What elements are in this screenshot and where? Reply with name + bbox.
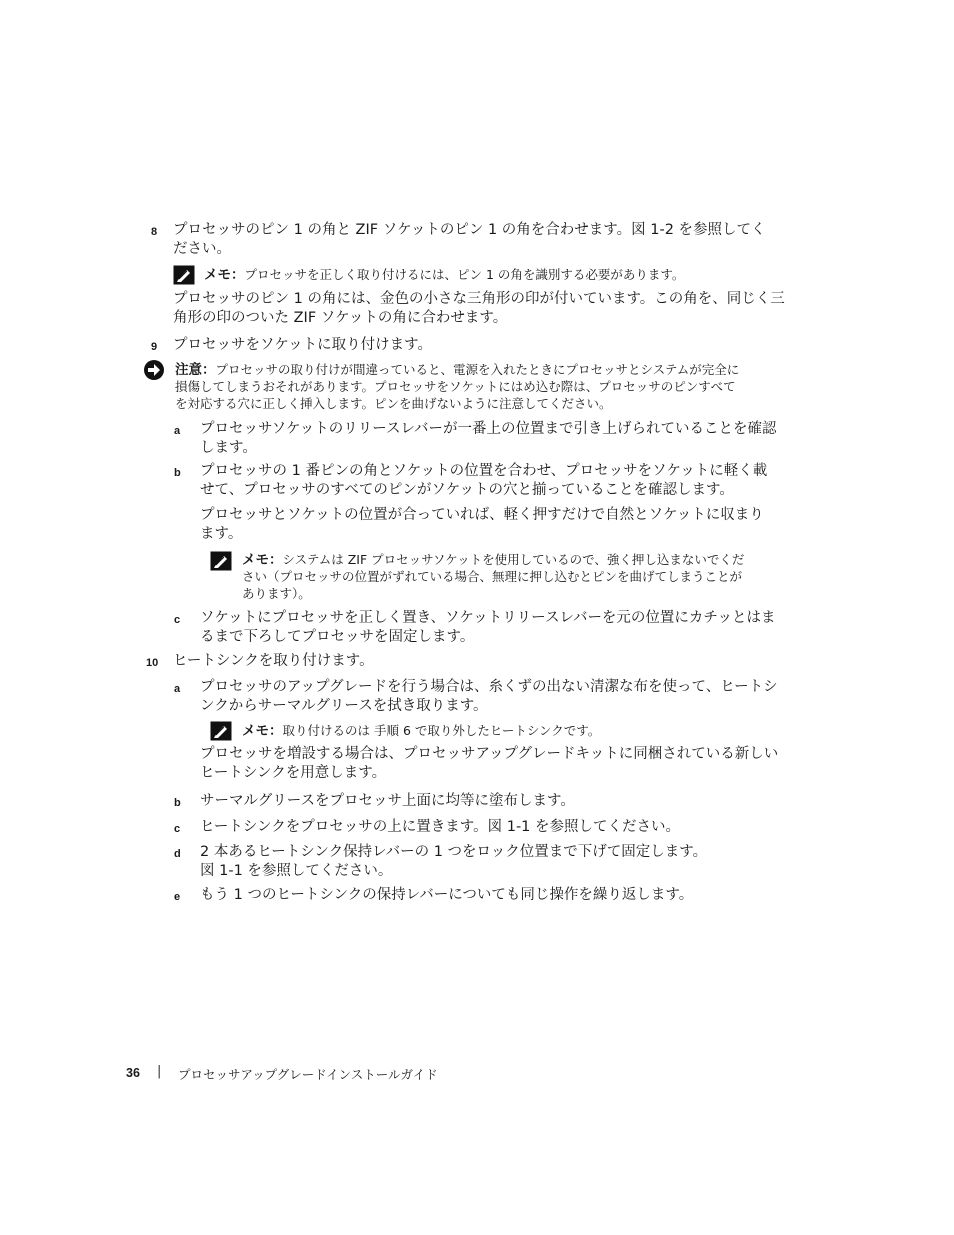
arrow-notice-icon bbox=[143, 359, 165, 381]
step-text-cont: ださい。 bbox=[173, 241, 231, 257]
step-number: 9 bbox=[151, 341, 158, 353]
note-text-cont: さい（プロセッサの位置がずれている場合、無理に押し込むとピンを曲げてしまうことが bbox=[242, 569, 743, 584]
substep-letter: c bbox=[174, 823, 181, 835]
substep-text: もう 1 つのヒートシンクの保持レバーについても同じ操作を繰り返します。 bbox=[200, 887, 694, 903]
notice-text: プロセッサの取り付けが間違っていると、電源を入れたときにプロセッサとシステムが完全に bbox=[215, 362, 740, 377]
notice-text-cont: 損傷してしまうおそれがあります。プロセッサをソケットにはめ込む際は、プロセッサのピンすべて bbox=[175, 379, 736, 394]
substep-letter: d bbox=[174, 848, 181, 860]
paragraph-cont: ます。 bbox=[200, 526, 243, 542]
substep-letter: b bbox=[174, 467, 181, 479]
paragraph-cont: ヒートシンクを用意します。 bbox=[200, 765, 387, 781]
pencil-note-icon bbox=[210, 551, 232, 571]
notice bbox=[175, 361, 739, 379]
step-number: 8 bbox=[151, 226, 158, 238]
substep-text: ソケットにプロセッサを正しく置き、ソケットリリースレバーを元の位置にカチッとはま bbox=[200, 610, 776, 626]
notice-text-cont: を対応する穴に正しく挿入します。ピンを曲げないように注意してください。 bbox=[175, 396, 612, 411]
footer-title: プロセッサアップグレードインストールガイド bbox=[178, 1067, 438, 1082]
substep-letter: b bbox=[174, 797, 181, 809]
note bbox=[204, 266, 684, 284]
pencil-note-icon bbox=[210, 721, 232, 741]
note-label: メモ： bbox=[242, 723, 283, 739]
note-text-cont: あります）。 bbox=[242, 586, 311, 601]
substep-text: ヒートシンクをプロセッサの上に置きます。図 1-1 を参照してください。 bbox=[200, 819, 681, 835]
substep-text-cont: ンクからサーマルグリースを拭き取ります。 bbox=[200, 698, 488, 714]
substep-text-cont: せて、プロセッサのすべてのピンがソケットの穴と揃っていることを確認します。 bbox=[200, 482, 734, 498]
paragraph: プロセッサを増設する場合は、プロセッサアップグレードキットに同梱されている新しい bbox=[200, 746, 779, 762]
footer-separator: | bbox=[157, 1064, 162, 1079]
note-text: 取り付けるのは 手順 6 で取り外したヒートシンクです。 bbox=[282, 723, 601, 738]
page-number: 36 bbox=[126, 1066, 140, 1080]
note bbox=[242, 551, 744, 569]
note bbox=[242, 722, 600, 740]
substep-letter: c bbox=[174, 614, 181, 626]
paragraph-cont: 角形の印のついた ZIF ソケットの角に合わせます。 bbox=[173, 310, 508, 326]
substep-text: 2 本あるヒートシンク保持レバーの 1 つをロック位置まで下げて固定します。 bbox=[200, 844, 708, 860]
substep-letter: a bbox=[174, 683, 181, 695]
paragraph: プロセッサとソケットの位置が合っていれば、軽く押すだけで自然とソケットに収まり bbox=[200, 507, 764, 523]
substep-text-cont: るまで下ろしてプロセッサを固定します。 bbox=[200, 629, 475, 645]
note-label: メモ： bbox=[242, 552, 283, 568]
note-label: メモ： bbox=[204, 267, 245, 283]
step-text: ヒートシンクを取り付けます。 bbox=[173, 653, 374, 669]
note-text: システムは ZIF プロセッサソケットを使用しているので、強く押し込まないでくだ bbox=[282, 552, 745, 567]
substep-letter: a bbox=[174, 425, 181, 437]
substep-letter: e bbox=[174, 891, 181, 903]
step-number: 10 bbox=[146, 657, 159, 669]
substep-text-cont: します。 bbox=[200, 440, 257, 456]
substep-text-cont: 図 1-1 を参照してください。 bbox=[200, 863, 393, 879]
substep-text: プロセッサソケットのリリースレバーが一番上の位置まで引き上げられていることを確認 bbox=[200, 421, 777, 437]
note-text: プロセッサを正しく取り付けるには、ピン 1 の角を識別する必要があります。 bbox=[244, 267, 685, 282]
pencil-note-icon bbox=[173, 265, 195, 285]
step-text: プロセッサをソケットに取り付けます。 bbox=[173, 337, 432, 353]
paragraph: プロセッサのピン 1 の角には、金色の小さな三角形の印が付いています。この角を、同じく三 bbox=[173, 291, 785, 307]
substep-text: サーマルグリースをプロセッサ上面に均等に塗布します。 bbox=[200, 793, 575, 809]
substep-text: プロセッサの 1 番ピンの角とソケットの位置を合わせ、プロセッサをソケットに軽く載 bbox=[200, 463, 768, 479]
step-text: プロセッサのピン 1 の角と ZIF ソケットのピン 1 の角を合わせます。図 1-2 を参照してく bbox=[173, 222, 766, 238]
substep-text: プロセッサのアップグレードを行う場合は、糸くずの出ない清潔な布を使って、ヒートシ bbox=[200, 679, 778, 695]
notice-label: 注意： bbox=[175, 362, 216, 378]
